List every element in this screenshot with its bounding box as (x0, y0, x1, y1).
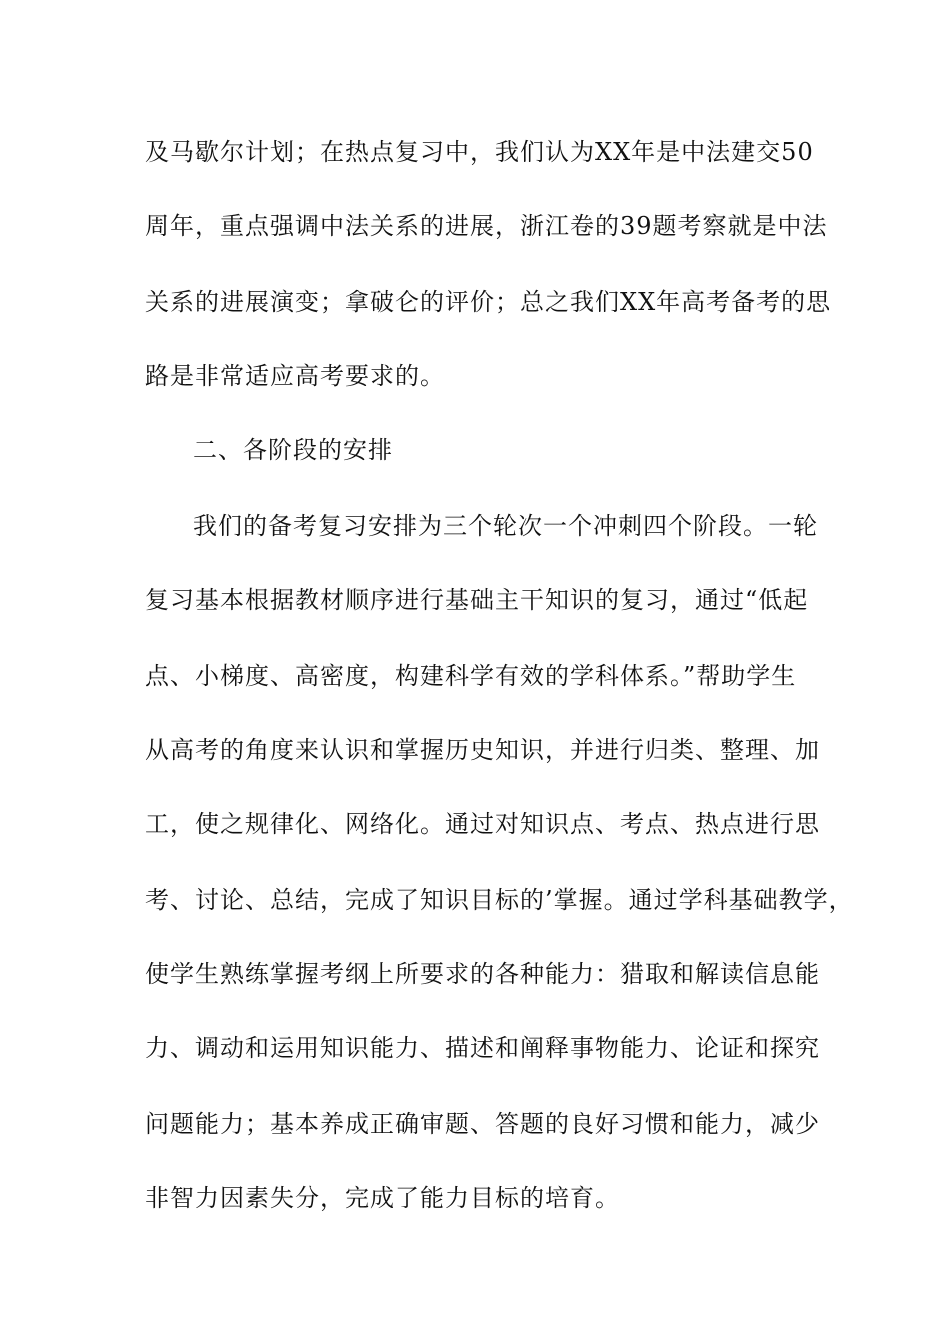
text-line: 周年，重点强调中法关系的进展，浙江卷的39题考察就是中法 (145, 212, 828, 240)
text-line: 考、讨论、总结，完成了知识目标的’掌握。通过学科基础教学， (145, 886, 854, 914)
text-line: 力、调动和运用知识能力、描述和阐释事物能力、论证和探究 (145, 1034, 820, 1062)
text-line: 从高考的角度来认识和掌握历史知识，并进行归类、整理、加 (145, 736, 820, 764)
text-line: 工，使之规律化、网络化。通过对知识点、考点、热点进行思 (145, 810, 820, 838)
text-line: 路是非常适应高考要求的。 (145, 362, 445, 390)
text-line: 关系的进展演变；拿破仑的评价；总之我们XX年高考备考的思 (145, 288, 832, 316)
text-line: 我们的备考复习安排为三个轮次一个冲刺四个阶段。一轮 (193, 512, 818, 540)
text-line: 使学生熟练掌握考纲上所要求的各种能力：猎取和解读信息能 (145, 960, 820, 988)
text-line: 问题能力；基本养成正确审题、答题的良好习惯和能力，减少 (145, 1110, 820, 1138)
text-line: 点、小梯度、高密度，构建科学有效的学科体系。”帮助学生 (145, 662, 797, 690)
section-heading: 二、各阶段的安排 (193, 436, 393, 464)
text-line: 及马歇尔计划；在热点复习中，我们认为XX年是中法建交50 (145, 138, 814, 166)
text-line: 复习基本根据教材顺序进行基础主干知识的复习，通过“低起 (145, 586, 809, 614)
text-line: 非智力因素失分，完成了能力目标的培育。 (145, 1184, 620, 1212)
